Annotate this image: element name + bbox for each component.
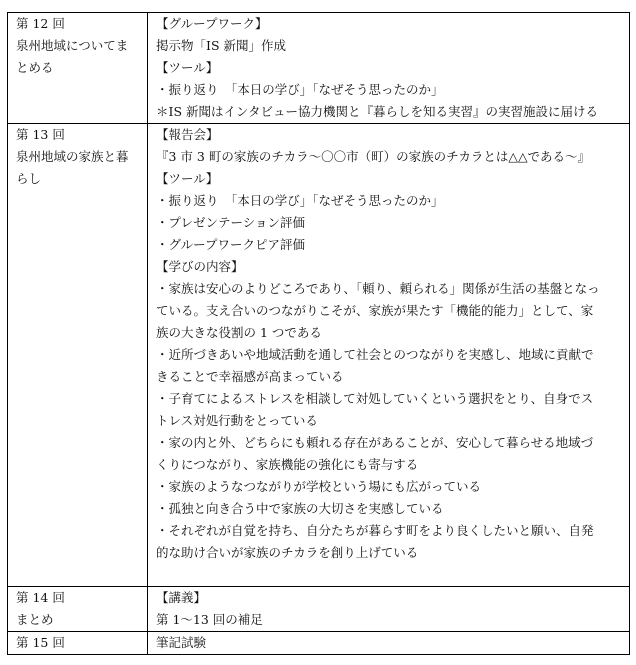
session-number: 第 12 回 [16, 16, 65, 31]
session-title-line: とめる [16, 60, 54, 75]
syllabus-table [7, 12, 630, 655]
content-line: 筆記試験 [156, 635, 207, 650]
table-row-session-13 [8, 124, 630, 587]
content-line: 族の大きな役割の 1 つである [156, 325, 322, 340]
table-row-session-12 [8, 13, 630, 124]
session-title-line: 泉州地域の家族と暮 [16, 149, 129, 164]
content-line: 【グループワーク】 [156, 16, 268, 31]
content-line: 的な助け合いが家族のチカラを創り上げている [156, 545, 419, 560]
content-line: ・振り返り 「本日の学び」「なぜそう思ったのか」 [156, 82, 444, 97]
content-line: 『3 市 3 町の家族のチカラ～〇〇市（町）の家族のチカラとは△△である～』 [156, 149, 591, 164]
session-cell [8, 587, 148, 632]
content-cell [148, 632, 630, 655]
table-row-session-15 [8, 632, 630, 655]
content-line: ・それぞれが自覚を持ち、自分たちが暮らす町をより良くしたいと願い、自発 [156, 523, 594, 538]
session-title-line: まとめ [16, 612, 54, 627]
content-line: ・近所づきあいや地域活動を通して社会とのつながりを実感し、地域に貢献で [156, 347, 594, 362]
content-line: ・孤独と向き合う中で家族の大切さを実感している [156, 501, 444, 516]
content-line: 【学びの内容】 [156, 259, 244, 274]
content-line: ・家族のようなつながりが学校という場にも広がっている [156, 479, 482, 494]
session-cell [8, 13, 148, 124]
content-line: ・プレゼンテーション評価 [156, 215, 306, 230]
content-line: きることで幸福感が高まっている [156, 369, 344, 384]
content-line: トレス対処行動をとっている [156, 413, 318, 428]
content-line: ＊IS 新聞はインタビュー協力機関と『暮らしを知る実習』の実習施設に届ける [156, 104, 598, 119]
content-cell [148, 124, 630, 587]
content-line: 掲示物「IS 新聞」作成 [156, 38, 286, 53]
content-line: 第 1～13 回の補足 [156, 612, 263, 627]
content-line: 【報告会】 [156, 127, 219, 142]
session-number: 第 14 回 [16, 590, 65, 605]
content-line: 【ツール】 [156, 60, 219, 75]
session-title-line: らし [16, 171, 42, 186]
table-row-session-14 [8, 587, 630, 632]
content-line: ・振り返り 「本日の学び」「なぜそう思ったのか」 [156, 193, 444, 208]
content-cell [148, 587, 630, 632]
content-line: くりにつながり、家族機能の強化にも寄与する [156, 457, 419, 472]
content-line: 【講義】 [156, 590, 207, 605]
session-cell [8, 124, 148, 587]
content-line: 【ツール】 [156, 171, 219, 186]
session-cell [8, 632, 148, 655]
content-cell [148, 13, 630, 124]
blank-line [156, 564, 629, 586]
session-title-line: 泉州地域についてま [16, 38, 129, 53]
session-number: 第 15 回 [16, 635, 65, 650]
content-line: ている。支え合いのつながりこそが、家族が果たす「機能的能力」として、家 [156, 303, 594, 318]
session-number: 第 13 回 [16, 127, 65, 142]
content-line: ・家の内と外、どちらにも頼れる存在があることが、安心して暮らせる地域づ [156, 435, 594, 450]
content-line: ・グループワークピア評価 [156, 237, 306, 252]
content-line: ・子育てによるストレスを相談して対処していくという選択をとり、自身でス [156, 391, 594, 406]
content-line: ・家族は安心のよりどころであり、「頼り、頼られる」関係が生活の基盤となっ [156, 281, 600, 296]
